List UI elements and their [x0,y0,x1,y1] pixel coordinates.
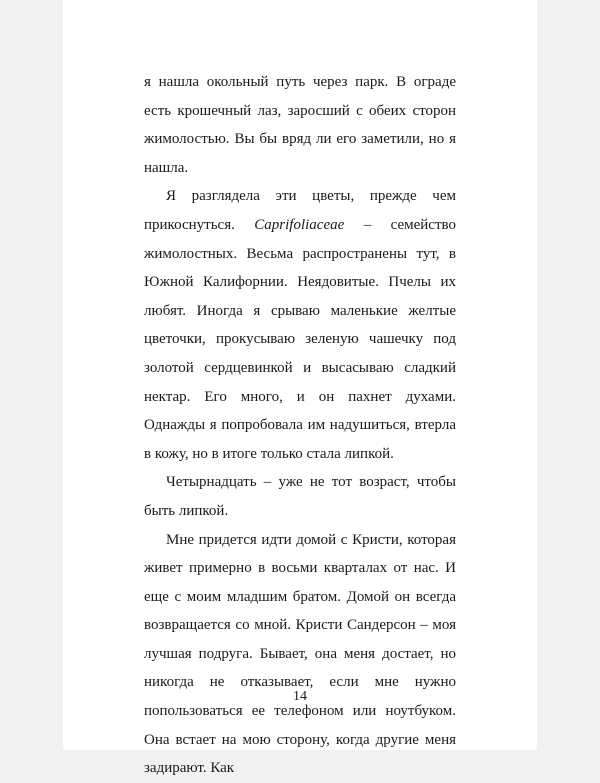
paragraph [144,68,456,182]
book-page [63,0,537,777]
text-run: я нашла окольный путь через парк. В ограде есть крошечный лаз, заросший с обеих сторон жимолостью. Вы бы вряд ли его заметили, но я нашла. [144,74,456,176]
body-text [144,68,456,783]
text-run: – семейство жимолостных. Весьма распространены тут, в Южной Калифорнии. Неядовитые. Пчелы их любят. Иногда я срываю маленькие желтые цветочки, прокусываю зеленую чашечку под золотой сердцевинкой и высасываю сладкий нектар. Его много, и он пахнет духами. Однажды я попробовала им надушиться, втерла в кожу, но в итоге только стала липкой. [144,216,457,462]
paragraph [144,182,456,468]
text-run: Я разглядела эти цветы, прежде чем прикоснуться. [144,188,456,233]
italic-term: Caprifoliaceae [254,216,345,233]
page-number: 14 [293,689,307,704]
paragraph [144,468,456,525]
text-run: Четырнадцать – уже не тот возраст, чтобы быть липкой. [144,474,456,519]
text-run: Мне придется идти домой с Кристи, которая живет примерно в восьми кварталах от нас. И еще с моим младшим братом. Домой он всегда возвращается со мной. Кристи Сандерсон – моя лучшая подруга. Бывает, она меня достает, но никогда не отказывает, если мне нужно попользоваться ее телефоном или ноутбуком. Она встает на мою сторону, когда другие меня задирают. Как [144,531,456,777]
paragraph [144,526,456,783]
